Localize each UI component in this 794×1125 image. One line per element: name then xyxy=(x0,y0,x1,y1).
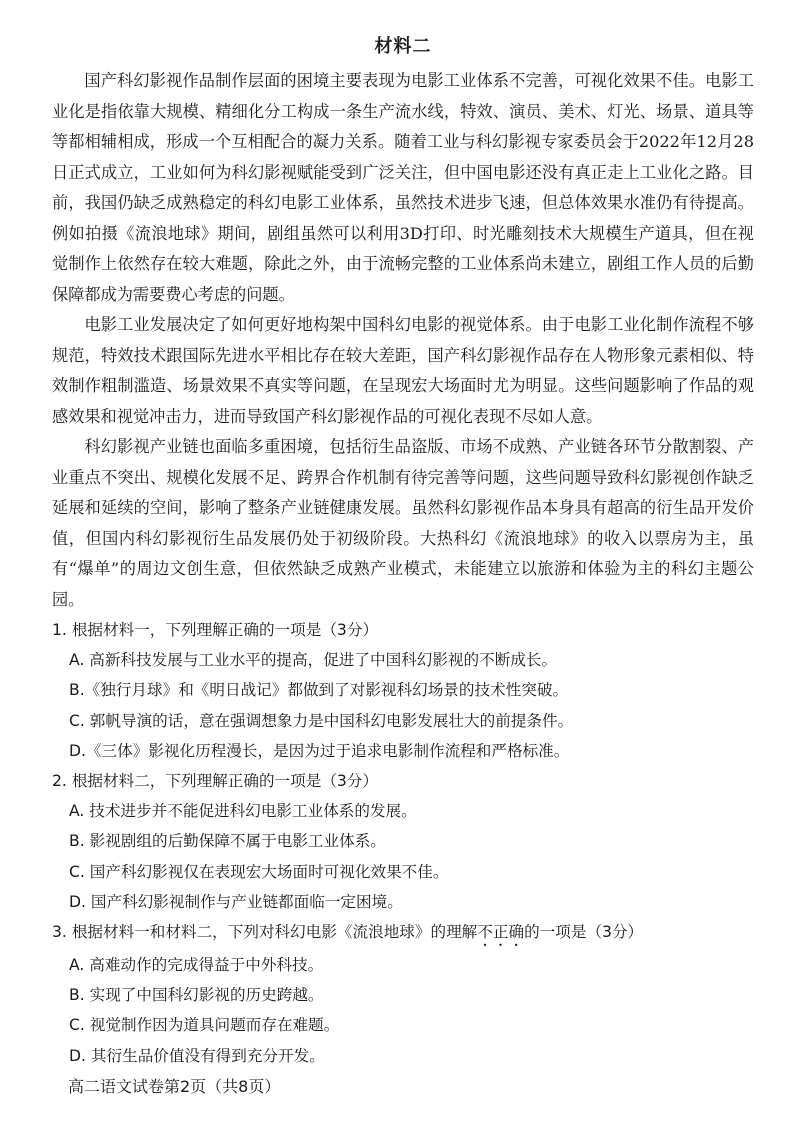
option-d: D. 其衍生品价值没有得到充分开发。 xyxy=(69,1046,325,1065)
question-stem-prefix: 3. 根据材料一和材料二，下列对科幻电影《流浪地球》的理解 xyxy=(52,923,478,942)
option-d: D. 国产科幻影视制作与产业链都面临一定困境。 xyxy=(69,892,403,911)
option-a: A. 高难动作的完成得益于中外科技。 xyxy=(69,956,324,975)
question-2 xyxy=(52,766,754,917)
material-paragraph: 国产科幻影视作品制作层面的困境主要表现为电影工业体系不完善，可视化效果不佳。电影工业化是指依靠大规模、精细化分工构成一条生产流水线，特效、演员、美术、灯光、场景、道具等等都相辅相成，形成一个互相配合的凝力关系。随着工业与科幻影视专家委员会于2022年12月28日正式成立，工业如何为科幻影视赋能受到广泛关注，但中国电影还没有真正走上工业化之路。目前，我国仍缺乏成熟稳定的科幻电影工业体系，虽然技术进步飞速，但总体效果水准仍有待提高。例如拍摄《流浪地球》期间，剧组虽然可以利用3D打印、时光雕刻技术大规模生产道具，但在视觉制作上依然存在较大难题，除此之外，由于流畅完整的工业体系尚未建立，剧组工作人员的后勤保障都成为需要费心考虑的问题。 xyxy=(52,71,754,304)
option-a: A. 技术进步并不能促进科幻电影工业体系的发展。 xyxy=(69,802,417,821)
material-title: 材料二 xyxy=(374,36,432,57)
option-d: D.《三体》影视化历程漫长，是因为过于追求电影制作流程和严格标准。 xyxy=(69,741,570,760)
question-stem-emphasis: 不正确 xyxy=(477,923,525,942)
page-footer: 高二语文试卷第2页（共8页） xyxy=(68,1076,281,1096)
option-b: B. 实现了中国科幻影视的历史跨越。 xyxy=(69,986,324,1005)
option-c: C. 郭帆导演的话，意在强调想象力是中国科幻电影发展壮大的前提条件。 xyxy=(69,711,574,730)
option-c: C. 视觉制作因为道具问题而存在难题。 xyxy=(69,1016,340,1035)
option-a: A. 高新科技发展与工业水平的提高，促进了中国科幻影视的不断成长。 xyxy=(69,651,558,670)
material-paragraph: 电影工业发展决定了如何更好地构架中国科幻电影的视觉体系。由于电影工业化制作流程不够规范，特效技术跟国际先进水平相比存在较大差距，国产科幻影视作品存在人物形象元素相似、特效制作粗制滥造、场景效果不真实等问题，在呈现宏大场面时尤为明显。这些问题影响了作品的观感效果和视觉冲击力，进而导致国产科幻影视作品的可视化表现不尽如人意。 xyxy=(52,315,754,426)
question-3 xyxy=(52,917,754,1071)
question-stem-suffix: 的一项是（3分） xyxy=(524,923,644,942)
option-b: B. 影视剧组的后勤保障不属于电影工业体系。 xyxy=(69,832,386,851)
material-paragraph: 科幻影视产业链也面临多重困境，包括衍生品盗版、市场不成熟、产业链各环节分散割裂、产业重点不突出、规模化发展不足、跨界合作机制有待完善等问题，这些问题导致科幻影视创作缺乏延展和延续的空间，影响了整条产业链健康发展。虽然科幻影视作品本身具有超高的衍生品开发价值，但国内科幻影视衍生品发展仍处于初级阶段。大热科幻《流浪地球》的收入以票房为主，虽有“爆单”的周边文创生意，但依然缺乏成熟产业模式，未能建立以旅游和体验为主的科幻主题公园。 xyxy=(52,437,754,609)
option-c: C. 国产科幻影视仅在表现宏大场面时可视化效果不佳。 xyxy=(69,862,449,881)
question-stem xyxy=(52,917,754,950)
question-1 xyxy=(52,615,754,766)
question-stem: 1. 根据材料一，下列理解正确的一项是（3分） xyxy=(52,621,379,639)
question-stem: 2. 根据材料二，下列理解正确的一项是（3分） xyxy=(52,772,379,791)
option-b: B.《独行月球》和《明日战记》都做到了对影视科幻场景的技术性突破。 xyxy=(69,681,569,700)
